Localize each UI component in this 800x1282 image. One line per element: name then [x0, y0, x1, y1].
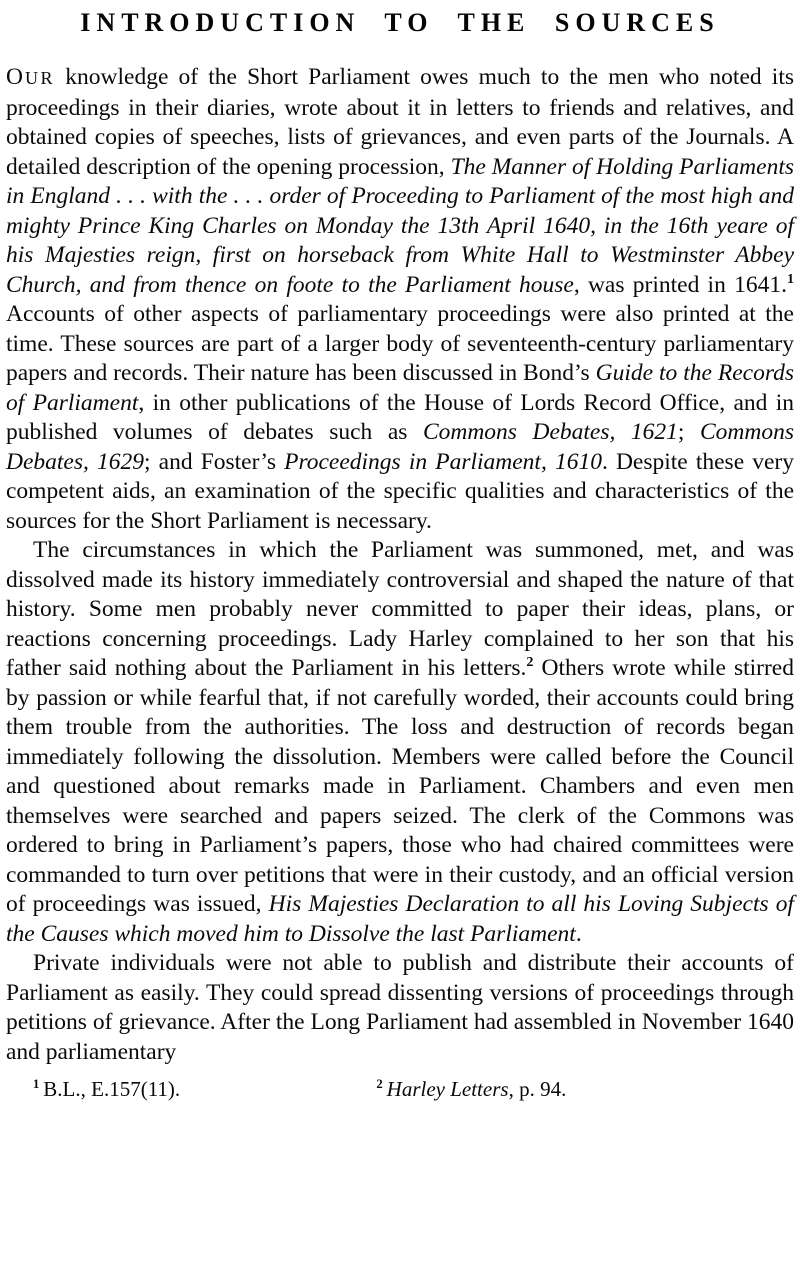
text-segment: The Manner of Holding Parliaments in England . . . with the . . . order of Proceeding to Parliament of the most high and mighty Prince King Charles on Monday the 13th April 1640, in the 16th yeare of his Majesties reign, first on horseback from White Hall to Westminster Abbey Church, and from thence on foote to the Parliament house: [6, 153, 794, 298]
text-segment: Others wrote while stirred by passion or while fearful that, if not carefully worded, their accounts could bring them trouble from the authorities. The loss and destruction of records began immediately following the dissolution. Members were called before the Council and questioned about remarks made in Parliament. Chambers and even men themselves were searched and papers seized. The clerk of the Commons was ordered to bring in Parliament’s papers, those who had chaired committees were commanded to turn over petitions that were in their custody, and an official version of proceedings was issued,: [6, 655, 794, 917]
footnote-1: [6, 1076, 376, 1103]
text-segment: Proceedings in Parliament, 1610: [284, 448, 602, 475]
text-segment: Commons Debates, 1621: [422, 419, 678, 445]
text-segment: , p. 94.: [508, 1077, 567, 1101]
text-segment: Commons Debates, 1629: [6, 419, 794, 475]
body-text: [6, 63, 794, 1067]
text-segment: UR: [24, 68, 56, 88]
paragraph-1: [6, 63, 794, 536]
page-title: INTRODUCTION TO THE SOURCES: [80, 8, 720, 37]
text-segment: ; and Foster’s: [144, 448, 285, 475]
text-segment: .: [575, 920, 582, 947]
text-segment: Guide to the Records of Parliament: [6, 360, 794, 416]
text-segment: Private individuals were not able to publish and distribute their accounts of Parliament as easily. They could spread dissenting versions of proceedings through petitions of grievance. After the Long Parliament had assembled in November 1640 and parliamentary: [6, 950, 794, 1065]
text-segment: , was printed in 1641.: [573, 271, 787, 298]
paragraph-3: [6, 949, 794, 1067]
footnote-2: [376, 1076, 794, 1103]
text-segment: Harley Letters: [386, 1077, 509, 1101]
text-segment: , in other publications of the House of Lords Record Office, and in published volumes of debates such as: [6, 389, 794, 445]
paragraph-2: [6, 536, 794, 949]
footnotes: [6, 1076, 794, 1103]
text-segment: . Despite these very competent aids, an examination of the specific qualities and characteristics of the sources for the Short Parliament is necessary.: [6, 448, 794, 534]
text-segment: Accounts of other aspects of parliamentary proceedings were also printed at the time. These sources are part of a larger body of seventeenth-century parliamentary papers and records. Their nature has been discussed in Bond’s: [6, 301, 794, 386]
text-segment: His Majesties Declaration to all his Loving Subjects of the Causes which moved him to Dissolve the last Parliament: [6, 891, 794, 947]
footnote-reference: 2: [526, 654, 534, 671]
text-segment: B.L., E.157(11).: [43, 1077, 181, 1101]
text-segment: ;: [677, 419, 700, 445]
text-segment: knowledge of the Short Parliament owes much to the men who noted its proceedings in their diaries, wrote about it in letters to friends and relatives, and obtained copies of speeches, lists of grievances, and even parts of the Journals. A detailed description of the opening procession,: [6, 64, 794, 180]
footnote-marker: 2: [376, 1077, 383, 1091]
text-segment: O: [6, 64, 25, 90]
footnote-reference: 1: [786, 270, 795, 287]
text-segment: The circumstances in which the Parliament was summoned, met, and was dissolved made its history immediately controversial and shaped the nature of that history. Some men probably never committed to paper their ideas, plans, or reactions concerning proceedings. Lady Harley complained to her son that his father said nothing about the Parliament in his letters.: [6, 537, 794, 681]
footnote-marker: 1: [33, 1077, 40, 1091]
